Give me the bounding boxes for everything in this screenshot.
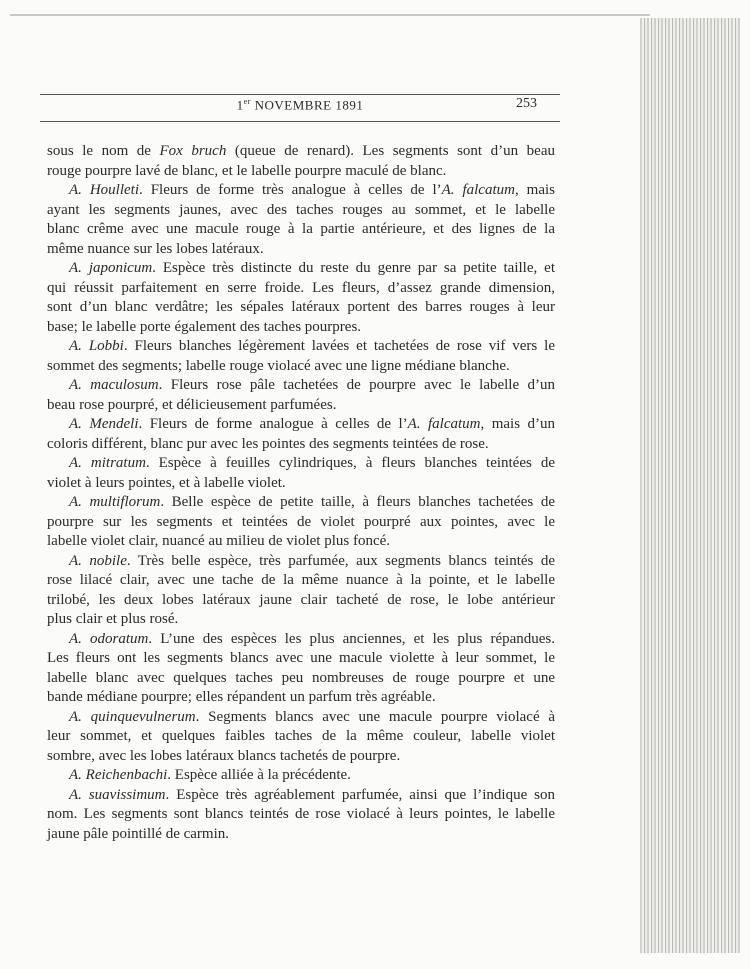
header-rule-bottom [40, 121, 560, 122]
text-run: sous le nom de [47, 143, 160, 159]
text-line [47, 571, 555, 591]
paragraph [47, 493, 555, 552]
text-run: . Belle espèce de petite taille, à fleurs blanches tachetées de [160, 494, 555, 510]
text-run: qui réussit parfaitement en serre froide. Les fleurs, d’assez grande dimension, [47, 279, 555, 296]
paragraph [47, 181, 555, 259]
text-line [47, 435, 555, 455]
text-run: rose lilacé clair, avec une tache de la même nuance à la pointe, et le labelle [47, 572, 555, 588]
text-run: . Espèce à feuilles cylindriques, à fleurs blanches teintées de [145, 455, 555, 471]
text-line [47, 610, 555, 630]
italic-name: A. multiflorum [69, 494, 161, 510]
text-line [47, 357, 555, 377]
text-run: rouge pourpre lavé de blanc, et le labelle pourpre maculé de blanc. [47, 162, 447, 179]
text-run: blanc crême avec une macule rouge à la partie antérieure, et des lignes de la [47, 221, 555, 237]
text-line [47, 240, 555, 260]
text-run: , mais [514, 182, 556, 198]
header-rule-top [40, 94, 560, 95]
text-run: . Espèce très distincte du reste du genre par sa petite taille, et [152, 260, 555, 276]
page-top-shadow [10, 14, 650, 16]
text-run: leur sommet, et quelques faibles taches de la même couleur, labelle violet [47, 728, 555, 744]
paragraph [47, 142, 555, 181]
text-run: labelle violet clair, nuancé au milieu de violet plus foncé. [47, 533, 391, 549]
text-run: base; le labelle porte également des taches pourpres. [47, 318, 362, 335]
text-run: sommet des segments; labelle rouge violacé avec une ligne médiane blanche. [47, 357, 510, 374]
text-run: violet à leurs pointes, et à labelle violet. [47, 474, 286, 491]
text-run: . Espèce très agréablement parfumée, ainsi que l’indique son [165, 786, 555, 803]
text-line [47, 669, 555, 689]
text-line [47, 513, 555, 533]
text-run: jaune pâle pointillé de carmin. [47, 825, 230, 842]
text-line [47, 454, 555, 474]
paragraph [47, 259, 555, 337]
text-run: beau rose pourpré, et délicieusement parfumées. [47, 396, 337, 413]
text-run: . L’une des espèces les plus anciennes, et les plus répandues. [148, 630, 556, 647]
text-line [47, 630, 555, 650]
text-line [47, 727, 555, 747]
text-line [47, 162, 555, 182]
text-line [47, 747, 555, 767]
date-day: 1 [236, 97, 244, 113]
text-run: bande médiane pourpre; elles répandent un parfum très agréable. [47, 689, 436, 705]
text-run: sont d’un blanc verdâtre; les sépales latéraux portent des barres rouges à leur [47, 299, 555, 315]
italic-name: A. Mendeli [69, 416, 139, 432]
date-text: NOVEMBRE 1891 [254, 97, 364, 113]
text-run: . Fleurs de forme analogue à celles de l’ [138, 416, 408, 432]
text-run: (queue de renard). Les segments sont d’un beau [226, 143, 555, 159]
text-line [47, 142, 555, 162]
text-line [47, 493, 555, 513]
text-line [47, 805, 555, 825]
text-run: . Fleurs blanches légèrement lavées et tachetées de rose vif vers le [123, 338, 555, 354]
text-line [47, 688, 555, 708]
text-line [47, 201, 555, 221]
book-page-edges [640, 18, 740, 953]
text-line [47, 552, 555, 572]
italic-name: Fox bruch [159, 143, 227, 159]
text-line [47, 474, 555, 494]
text-run: . Segments blancs avec une macule pourpre violacé à [195, 708, 556, 725]
page-number: 253 [516, 96, 537, 111]
text-run: . Très belle espèce, très parfumée, aux segments blancs teintés de [126, 552, 555, 569]
italic-name: A. odoratum [69, 630, 149, 647]
text-line [47, 298, 555, 318]
italic-name: A. mitratum [69, 455, 146, 471]
paragraph [47, 376, 555, 415]
text-run: coloris différent, blanc pur avec les pointes des segments teintées de rose. [47, 435, 489, 452]
text-line [47, 415, 555, 435]
text-line [47, 220, 555, 240]
text-run: même nuance sur les lobes latéraux. [47, 240, 264, 257]
paragraph [47, 630, 555, 708]
text-run: plus clair et plus rosé. [47, 611, 179, 627]
text-run: . Fleurs de forme très analogue à celles de l’ [139, 182, 442, 198]
text-line [47, 708, 555, 728]
text-run: pourpre sur les segments et teintées de violet pourpré aux pointes, avec le [47, 513, 555, 530]
text-line [47, 279, 555, 299]
italic-name: A. Lobbi [69, 338, 124, 354]
italic-name: A. nobile [69, 552, 127, 569]
italic-name: A. Houlleti [69, 182, 140, 198]
text-run: nom. Les segments sont blancs teintés de rose violacé à leurs pointes, le labelle [47, 806, 555, 822]
paragraph [47, 454, 555, 493]
italic-name: A. japonicum [69, 260, 153, 276]
text-run: ayant les segments jaunes, avec des taches rouges au sommet, et le labelle [47, 201, 555, 218]
page-body [47, 142, 555, 844]
italic-name: A. falcatum [407, 416, 481, 432]
text-run: sombre, avec les lobes latéraux blancs tachetés de pourpre. [47, 747, 401, 764]
paragraph [47, 786, 555, 845]
italic-name: A. maculosum [69, 377, 159, 393]
italic-name: A. Reichenbachi [69, 767, 168, 783]
paragraph [47, 552, 555, 630]
text-run: . Espèce alliée à la précédente. [167, 767, 351, 783]
date-sup: er [243, 97, 251, 106]
text-run: , mais d’un [480, 416, 555, 432]
text-line [47, 766, 555, 786]
text-line [47, 649, 555, 669]
paragraph [47, 415, 555, 454]
text-line [47, 337, 555, 357]
text-run: labelle blanc avec quelques taches peu nombreuses de rouge pourpre et une [47, 669, 555, 686]
text-run: . Fleurs rose pâle tachetées de pourpre avec le labelle d’un [158, 377, 555, 393]
text-line [47, 591, 555, 611]
text-line [47, 259, 555, 279]
italic-name: A. suavissimum [69, 786, 166, 803]
text-line [47, 318, 555, 338]
text-line [47, 786, 555, 806]
text-run: Les fleurs ont les segments blancs avec une macule violette à leur sommet, le [47, 650, 555, 666]
text-line [47, 532, 555, 552]
text-line [47, 825, 555, 845]
text-line [47, 376, 555, 396]
text-run: trilobé, les deux lobes latéraux jaune clair tacheté de rose, le lobe antérieur [47, 591, 555, 608]
paragraph [47, 766, 555, 786]
text-line [47, 396, 555, 416]
paragraph [47, 337, 555, 376]
text-line [47, 181, 555, 201]
italic-name: A. falcatum [441, 182, 515, 198]
running-head [40, 97, 560, 113]
paragraph [47, 708, 555, 767]
italic-name: A. quinquevulnerum [69, 708, 196, 725]
